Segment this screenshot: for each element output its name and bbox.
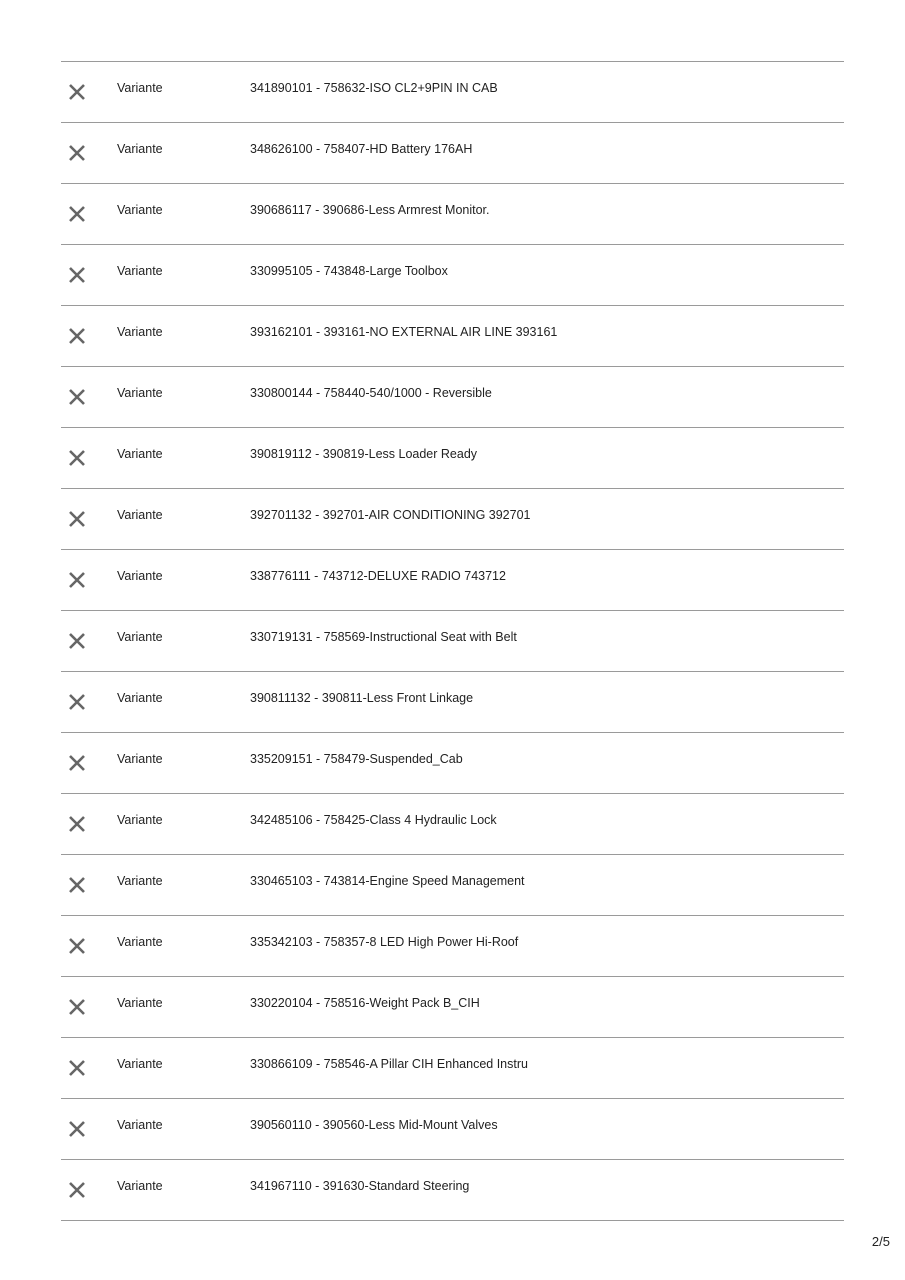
close-icon[interactable] — [65, 568, 89, 592]
row-description: 390686117 - 390686-Less Armrest Monitor. — [250, 203, 490, 217]
close-icon[interactable] — [65, 873, 89, 897]
page-number: 2/5 — [871, 1234, 890, 1249]
close-icon[interactable] — [65, 1178, 89, 1202]
row-type-label: Variante — [117, 1118, 163, 1132]
close-icon[interactable] — [65, 934, 89, 958]
table-row — [61, 428, 844, 489]
row-type-label: Variante — [117, 1057, 163, 1071]
table-row — [61, 733, 844, 794]
close-icon[interactable] — [65, 629, 89, 653]
table-row — [61, 1038, 844, 1099]
row-type-label: Variante — [117, 81, 163, 95]
table-row — [61, 245, 844, 306]
row-description: 330719131 - 758569-Instructional Seat with Belt — [250, 630, 517, 644]
table-row — [61, 62, 844, 123]
row-type-label: Variante — [117, 447, 163, 461]
row-description: 393162101 - 393161-NO EXTERNAL AIR LINE 393161 — [250, 325, 558, 339]
close-icon[interactable] — [65, 507, 89, 531]
table-row — [61, 977, 844, 1038]
row-type-label: Variante — [117, 630, 163, 644]
row-description: 390811132 - 390811-Less Front Linkage — [250, 691, 474, 705]
table-row — [61, 672, 844, 733]
close-icon[interactable] — [65, 324, 89, 348]
table-row — [61, 367, 844, 428]
table-row — [61, 489, 844, 550]
table-row — [61, 855, 844, 916]
row-type-label: Variante — [117, 325, 163, 339]
close-icon[interactable] — [65, 1117, 89, 1141]
row-type-label: Variante — [117, 874, 163, 888]
table-row — [61, 550, 844, 611]
row-description: 330800144 - 758440-540/1000 - Reversible — [250, 386, 492, 400]
row-description: 330465103 - 743814-Engine Speed Management — [250, 874, 525, 888]
row-description: 390819112 - 390819-Less Loader Ready — [250, 447, 478, 461]
row-description: 392701132 - 392701-AIR CONDITIONING 392701 — [250, 508, 531, 522]
variant-table — [61, 61, 844, 1221]
close-icon[interactable] — [65, 995, 89, 1019]
row-description: 342485106 - 758425-Class 4 Hydraulic Lock — [250, 813, 497, 827]
row-type-label: Variante — [117, 813, 163, 827]
row-description: 335342103 - 758357-8 LED High Power Hi-Roof — [250, 935, 519, 949]
row-description: 348626100 - 758407-HD Battery 176AH — [250, 142, 473, 156]
row-description: 390560110 - 390560-Less Mid-Mount Valves — [250, 1118, 498, 1132]
table-row — [61, 184, 844, 245]
close-icon[interactable] — [65, 202, 89, 226]
table-row — [61, 794, 844, 855]
close-icon[interactable] — [65, 263, 89, 287]
close-icon[interactable] — [65, 690, 89, 714]
close-icon[interactable] — [65, 385, 89, 409]
row-description: 341967110 - 391630-Standard Steering — [250, 1179, 470, 1193]
close-icon[interactable] — [65, 751, 89, 775]
row-type-label: Variante — [117, 752, 163, 766]
row-type-label: Variante — [117, 569, 163, 583]
table-row — [61, 306, 844, 367]
close-icon[interactable] — [65, 1056, 89, 1080]
row-type-label: Variante — [117, 508, 163, 522]
row-type-label: Variante — [117, 1179, 163, 1193]
row-description: 330220104 - 758516-Weight Pack B_CIH — [250, 996, 480, 1010]
row-type-label: Variante — [117, 264, 163, 278]
close-icon[interactable] — [65, 141, 89, 165]
row-type-label: Variante — [117, 691, 163, 705]
row-description: 341890101 - 758632-ISO CL2+9PIN IN CAB — [250, 81, 498, 95]
row-type-label: Variante — [117, 142, 163, 156]
row-type-label: Variante — [117, 935, 163, 949]
row-description: 330995105 - 743848-Large Toolbox — [250, 264, 448, 278]
close-icon[interactable] — [65, 80, 89, 104]
row-type-label: Variante — [117, 203, 163, 217]
table-row — [61, 123, 844, 184]
row-type-label: Variante — [117, 996, 163, 1010]
close-icon[interactable] — [65, 812, 89, 836]
row-description: 335209151 - 758479-Suspended_Cab — [250, 752, 463, 766]
table-row — [61, 611, 844, 672]
close-icon[interactable] — [65, 446, 89, 470]
row-description: 338776111 - 743712-DELUXE RADIO 743712 — [250, 569, 506, 583]
row-description: 330866109 - 758546-A Pillar CIH Enhanced Instru — [250, 1057, 528, 1071]
row-type-label: Variante — [117, 386, 163, 400]
table-row — [61, 1160, 844, 1221]
table-row — [61, 1099, 844, 1160]
table-row — [61, 916, 844, 977]
